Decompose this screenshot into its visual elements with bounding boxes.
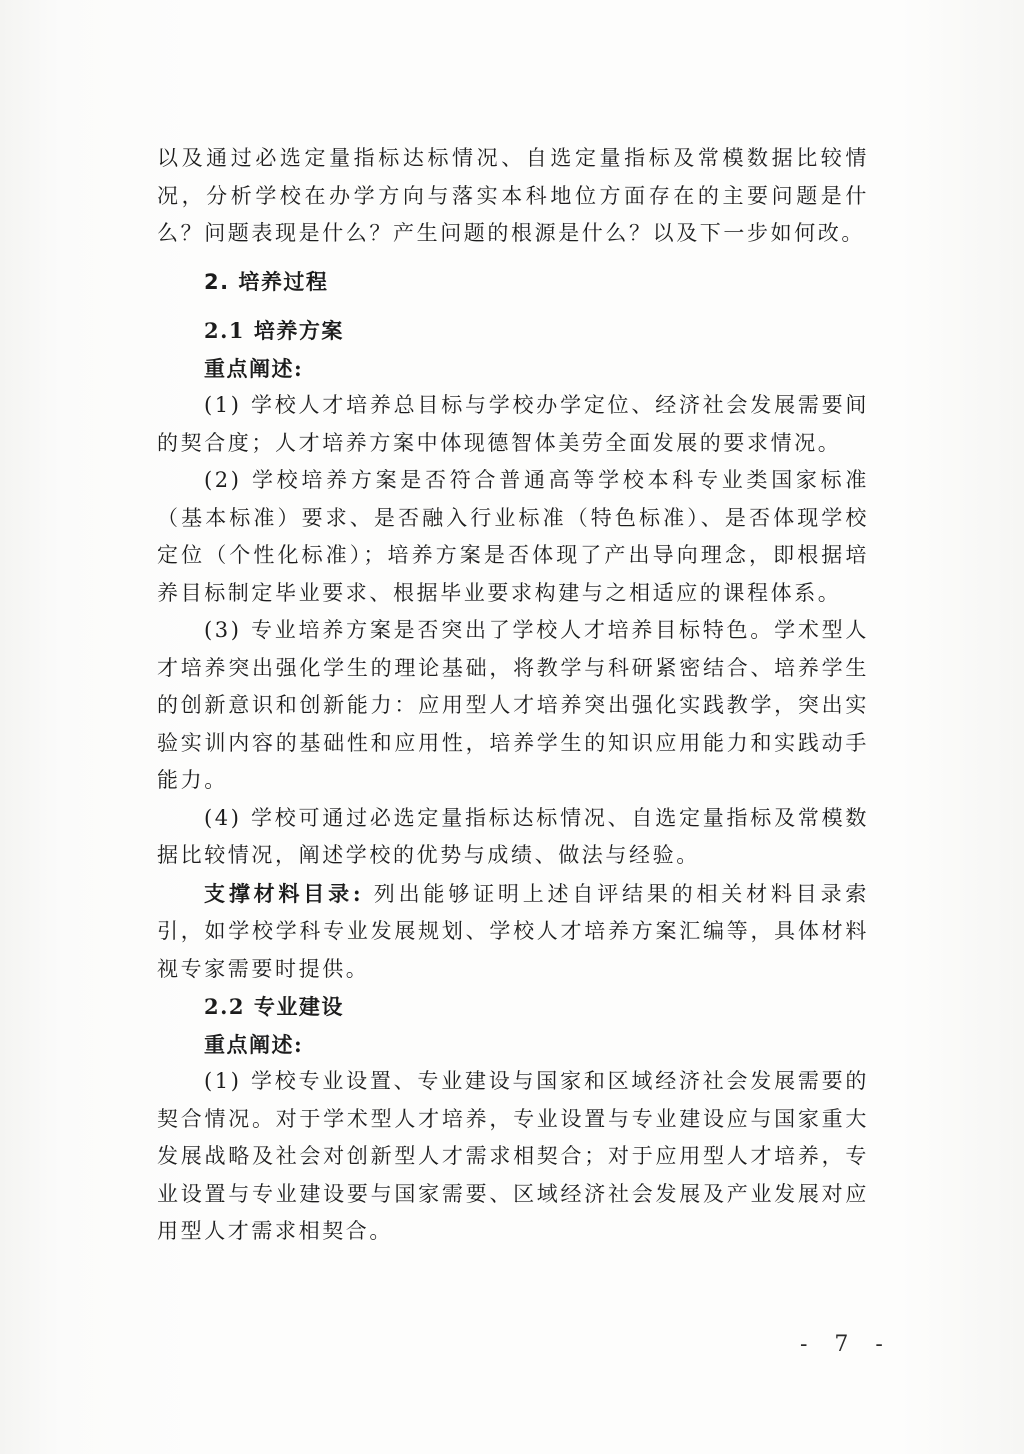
section-2-1-item-1: (1) 学校人才培养总目标与学校办学定位、经济社会发展需要间的契合度；人才培养方案中体现德智体美劳全面发展的要求情况。 [157,393,869,455]
section-2-1-item-2: (2) 学校培养方案是否符合普通高等学校本科专业类国家标准（基本标准）要求、是否融入行业标准（特色标准）、是否体现学校定位（个性化标准）；培养方案是否体现了产出导向理念，即根据培养目标制定毕业要求、根据毕业要求构建与之相适应的课程体系。 [157,468,869,605]
page-content [157,140,869,1251]
section-2-1-key-label: 重点阐述: [204,355,304,381]
section-2-1-item-4: (4) 学校可通过必选定量指标达标情况、自选定量指标及常模数据比较情况，阐述学校的优势与成绩、做法与经验。 [157,805,869,867]
section-2-1-item-3: (3) 专业培养方案是否突出了学校人才培养目标特色。学术型人才培养突出强化学生的理论基础，将教学与科研紧密结合、培养学生的创新意识和创新能力：应用型人才培养突出强化实践教学，突出实验实训内容的基础性和应用性，培养学生的知识应用能力和实践动手能力。 [157,618,869,792]
page-number: - 7 - [800,1332,893,1357]
section-2-title: 2. 培养过程 [204,269,329,294]
section-2-1-title: 2.1 培养方案 [204,318,344,343]
support-materials-paragraph [157,875,869,989]
support-materials-label: 支撑材料目录: [204,880,364,906]
section-2-2-item-1: (1) 学校专业设置、专业建设与国家和区域经济社会发展需要的契合情况。对于学术型人才培养，专业设置与专业建设应与国家重大发展战略及社会对创新型人才需求相契合；对于应用型人才培养，专业设置与专业建设要与国家需要、区域经济社会发展及产业发展对应用型人才需求相契合。 [157,1069,869,1243]
section-2-2-key-label: 重点阐述: [204,1031,304,1057]
section-2-2-title: 2.2 专业建设 [204,994,344,1019]
support-materials-text: 列出能够证明上述自评结果的相关材料目录索引，如学校学科专业发展规划、学校人才培养方案汇编等，具体材料视专家需要时提供。 [157,881,870,981]
intro-paragraph: 以及通过必选定量指标达标情况、自选定量指标及常模数据比较情况，分析学校在办学方向与落实本科地位方面存在的主要问题是什么？问题表现是什么？产生问题的根源是什么？以及下一步如何改。 [157,146,869,245]
